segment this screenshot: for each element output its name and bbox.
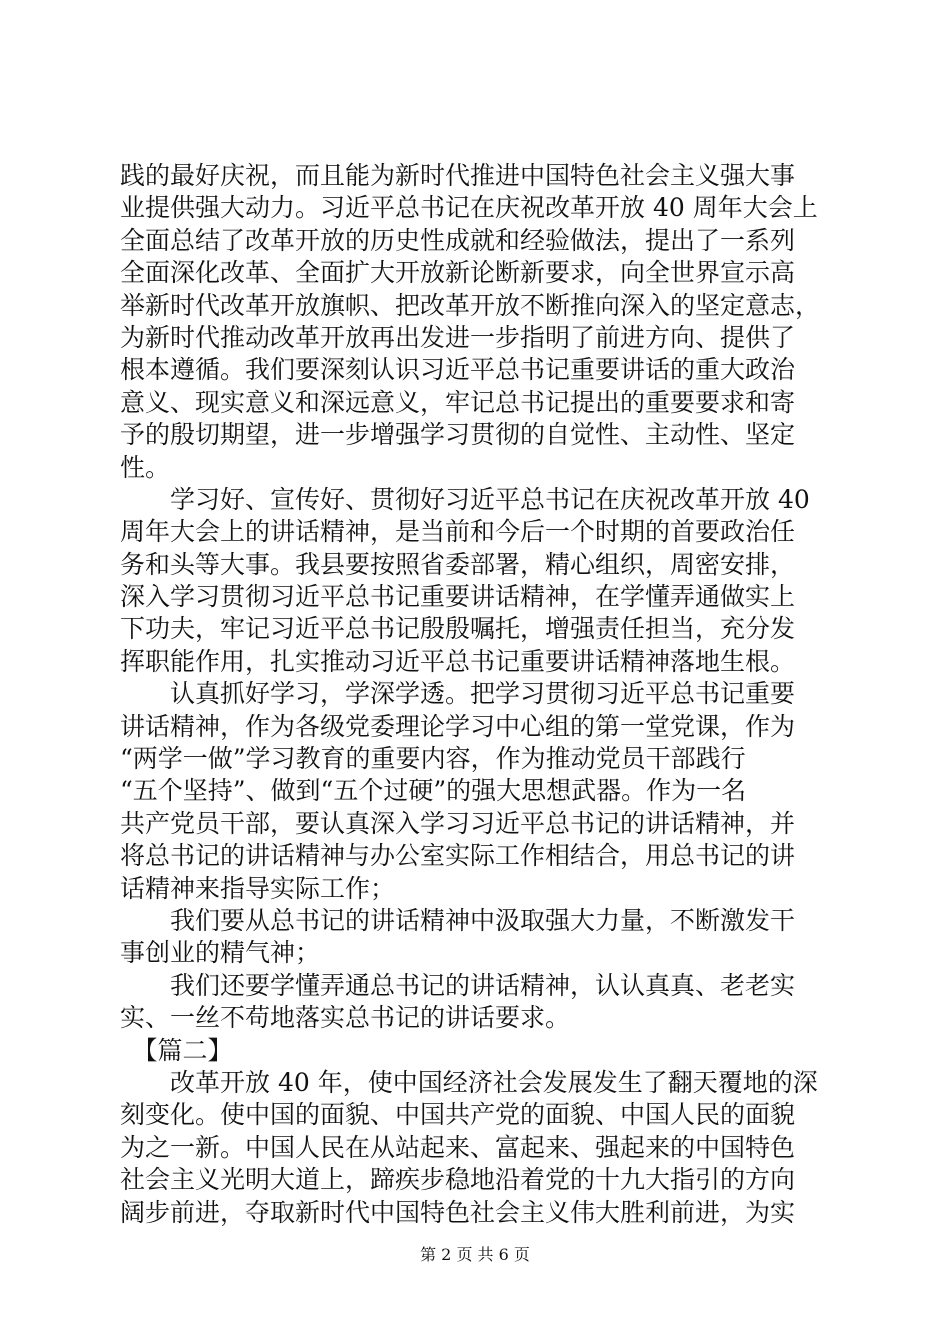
text-line: 讲话精神，作为各级党委理论学习中心组的第一堂党课，作为 — [120, 711, 796, 741]
text-line: 改革开放 40 年，使中国经济社会发展发生了翻天覆地的深 — [120, 1067, 818, 1097]
text-line: 阔步前进，夺取新时代中国特色社会主义伟大胜利前进，为实 — [120, 1197, 796, 1227]
text-line: 予的殷切期望，进一步增强学习贯彻的自觉性、主动性、坚定 — [120, 420, 796, 450]
text-line: 挥职能作用，扎实推动习近平总书记重要讲话精神落地生根。 — [120, 646, 796, 676]
text-line: 将总书记的讲话精神与办公室实际工作相结合，用总书记的讲 — [120, 841, 796, 871]
text-line: 我们还要学懂弄通总书记的讲话精神，认认真真、老老实 — [120, 970, 796, 1000]
text-line: 学习好、宣传好、贯彻好习近平总书记在庆祝改革开放 40 — [120, 484, 810, 514]
text-line: “五个坚持”、做到“五个过硬”的强大思想武器。作为一名 — [120, 776, 747, 806]
text-line: 我们要从总书记的讲话精神中汲取强大力量，不断激发干 — [120, 905, 796, 935]
text-line: 事创业的精气神； — [120, 938, 321, 968]
text-line: 社会主义光明大道上，蹄疾步稳地沿着党的十九大指引的方向 — [120, 1165, 796, 1195]
text-line: 共产党员干部，要认真深入学习习近平总书记的讲话精神，并 — [120, 808, 796, 838]
text-line: 认真抓好学习，学深学透。把学习贯彻习近平总书记重要 — [120, 679, 796, 709]
text-line: 举新时代改革开放旗帜、把改革开放不断推向深入的坚定意志， — [120, 290, 821, 320]
text-line: 下功夫，牢记习近平总书记殷殷嘱托，增强责任担当，充分发 — [120, 614, 796, 644]
text-line: 实、一丝不苟地落实总书记的讲话要求。 — [120, 1003, 571, 1033]
document-body — [120, 160, 832, 1229]
text-line: 全面总结了改革开放的历史性成就和经验做法，提出了一系列 — [120, 225, 796, 255]
text-line: 为之一新。中国人民在从站起来、富起来、强起来的中国特色 — [120, 1132, 796, 1162]
text-line: 刻变化。使中国的面貌、中国共产党的面貌、中国人民的面貌 — [120, 1100, 796, 1130]
text-line: 性。 — [120, 452, 171, 482]
text-line: 践的最好庆祝，而且能为新时代推进中国特色社会主义强大事 — [120, 161, 796, 190]
text-line: 根本遵循。我们要深刻认识习近平总书记重要讲话的重大政治 — [120, 355, 796, 385]
text-line: “两学一做”学习教育的重要内容，作为推动党员干部践行 — [120, 744, 746, 774]
text-line: 务和头等大事。我县要按照省委部署，精心组织，周密安排， — [120, 549, 796, 579]
page-number-footer: 第 2 页 共 6 页 — [420, 1245, 530, 1264]
text-line: 话精神来指导实际工作； — [120, 873, 396, 903]
section-heading: 【篇二】 — [120, 1035, 233, 1065]
text-line: 意义、现实意义和深远意义，牢记总书记提出的重要要求和寄 — [120, 387, 796, 417]
text-line: 周年大会上的讲话精神，是当前和今后一个时期的首要政治任 — [120, 517, 796, 547]
text-line: 全面深化改革、全面扩大开放新论断新要求，向全世界宣示高 — [120, 258, 796, 288]
text-line: 为新时代推动改革开放再出发进一步指明了前进方向、提供了 — [120, 322, 796, 352]
text-line: 业提供强大动力。习近平总书记在庆祝改革开放 40 周年大会上 — [120, 193, 818, 223]
text-line: 深入学习贯彻习近平总书记重要讲话精神，在学懂弄通做实上 — [120, 582, 796, 612]
